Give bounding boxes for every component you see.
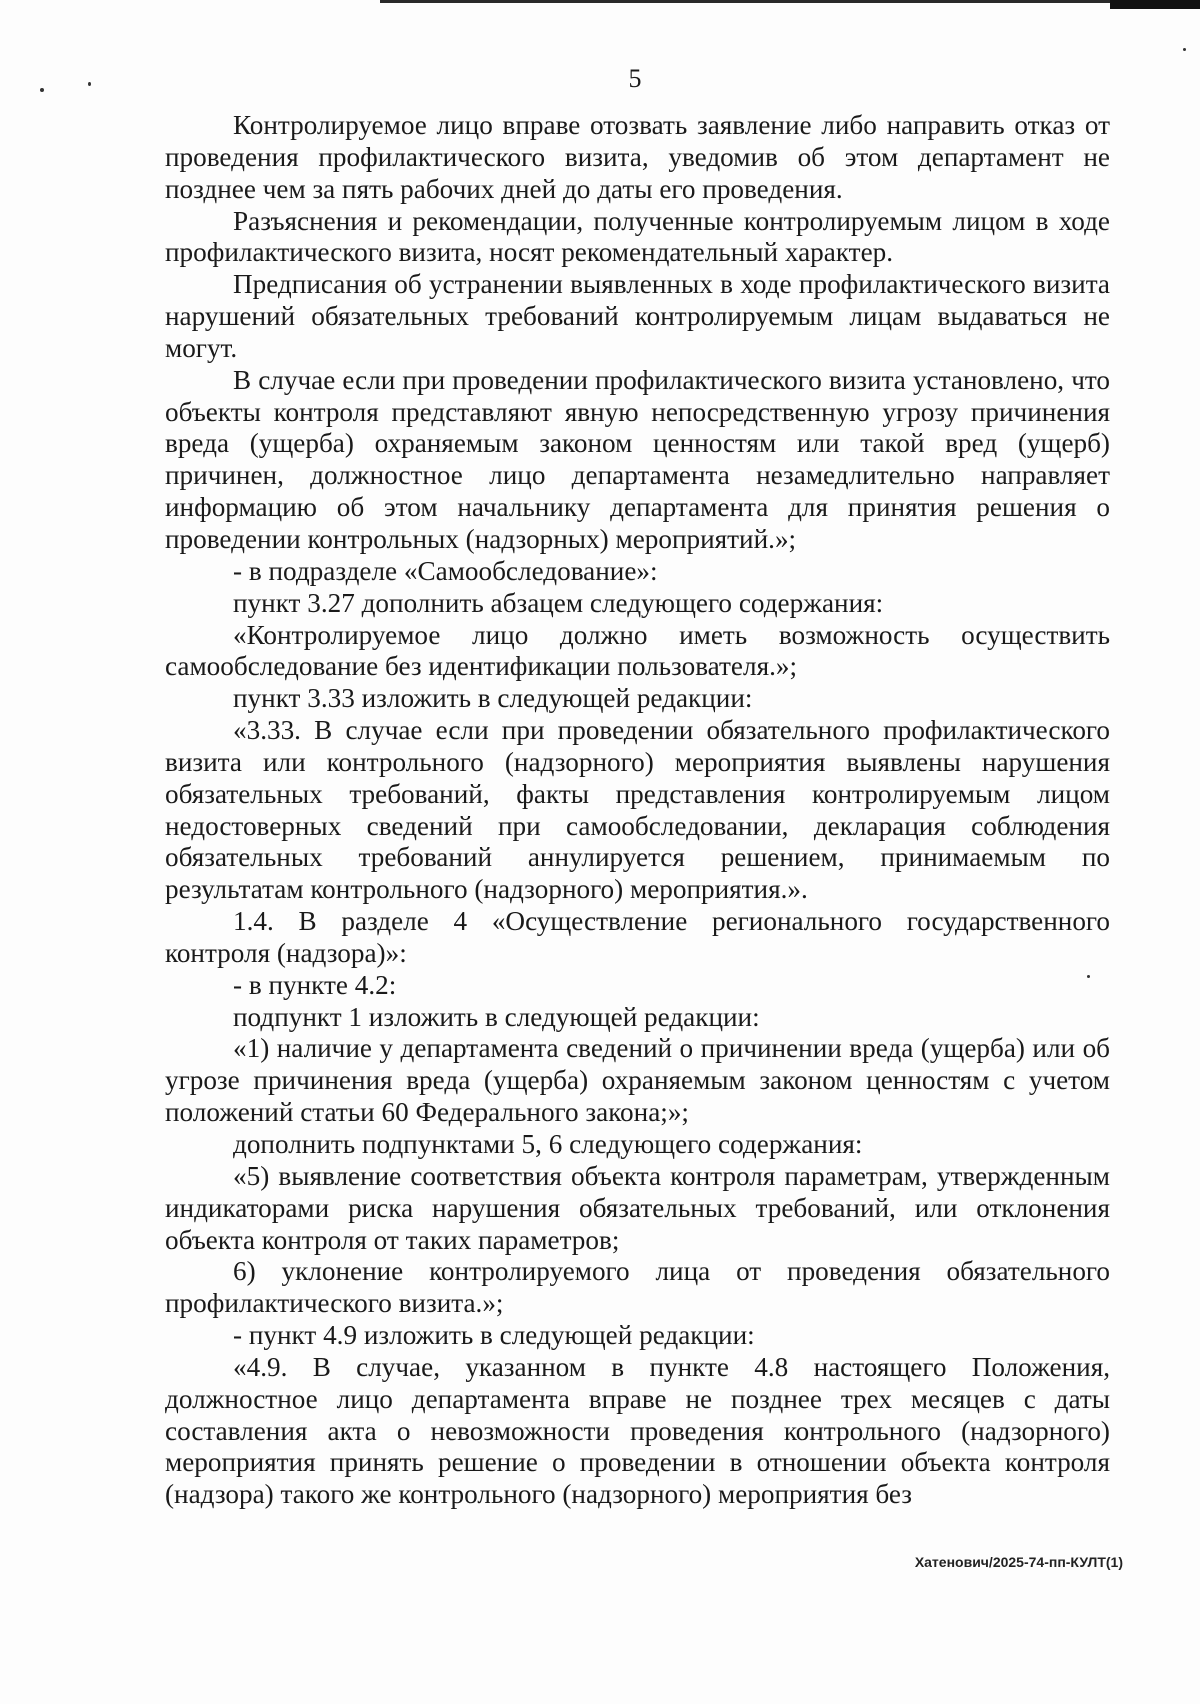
paragraph: пункт 3.27 дополнить абзацем следующего содержания: — [233, 587, 884, 618]
document-body — [165, 110, 1110, 1511]
paragraph: 1.4. В разделе 4 «Осуществление регионального государственного контроля (надзора)»: — [165, 906, 1110, 968]
paragraph: - в пункте 4.2: — [233, 969, 397, 1000]
paragraph: Предписания об устранении выявленных в ходе профилактического визита нарушений обязательных требований контролируемым лицам выдаваться не могут. — [165, 269, 1110, 363]
paragraph: «Контролируемое лицо должно иметь возможность осуществить самообследование без идентификации пользователя.»; — [165, 619, 1110, 682]
paragraph: «4.9. В случае, указанном в пункте 4.8 настоящего Положения, должностное лицо департамента вправе не позднее трех месяцев с даты составления акта о невозможности проведения контрольного (надзорного) мероприятия принять решение о проведении в отношении объекта контроля (надзора) такого же контрольного (надзорного) мероприятия без — [165, 1351, 1110, 1510]
page-number: 5 — [628, 64, 642, 93]
paragraph: - пункт 4.9 изложить в следующей редакции: — [233, 1320, 755, 1351]
scan-top-border — [0, 0, 1200, 9]
paragraph: «1) наличие у департамента сведений о причинении вреда (ущерба) или об угрозе причинения вреда (ущерба) охраняемым законом ценностям с учетом положений статьи 60 Федерального закона;»; — [165, 1033, 1110, 1128]
paragraph: - в подразделе «Самообследование»: — [233, 555, 658, 586]
paragraph: Контролируемое лицо вправе отозвать заявление либо направить отказ от проведения профилактического визита, уведомив об этом департамент не позднее чем за пять рабочих дней до даты его проведения. — [165, 110, 1110, 204]
paragraph: «3.33. В случае если при проведении обязательного профилактического визита или контрольного (надзорного) мероприятия выявлены нарушения обязательных требований, факты представления контролируемым лицом недостоверных сведений при самообследовании, декларация соблюдения обязательных требований аннулируется решением, принимаемым по результатам контрольного (надзорного) мероприятия.». — [165, 715, 1110, 905]
paragraph: 6) уклонение контролируемого лица от проведения обязательного профилактического визита.»; — [165, 1256, 1110, 1319]
paragraph: В случае если при проведении профилактического визита установлено, что объекты контроля представляют явную непосредственную угрозу причинения вреда (ущерба) охраняемым законом ценностям или такой вред (ущерб) причинен, должностное лицо департамента незамедлительно направляет информацию об этом начальнику департамента для принятия решения о проведении контрольных (надзорных) мероприятий.»; — [165, 364, 1110, 554]
paragraph: «5) выявление соответствия объекта контроля параметрам, утвержденным индикаторами риска нарушения обязательных требований, или отклонения объекта контроля от таких параметров; — [165, 1160, 1110, 1255]
paragraph: пункт 3.33 изложить в следующей редакции: — [233, 683, 753, 714]
paragraph: дополнить подпунктами 5, 6 следующего содержания: — [233, 1129, 863, 1159]
scan-speck — [1183, 48, 1186, 51]
paragraph: Разъяснения и рекомендации, полученные контролируемым лицом в ходе профилактического визита, носят рекомендательный характер. — [165, 205, 1110, 268]
document-reference-code: Хатенович/2025-74-пп-КУЛТ(1) — [914, 1554, 1123, 1570]
paragraph: подпункт 1 изложить в следующей редакции: — [233, 1001, 760, 1032]
